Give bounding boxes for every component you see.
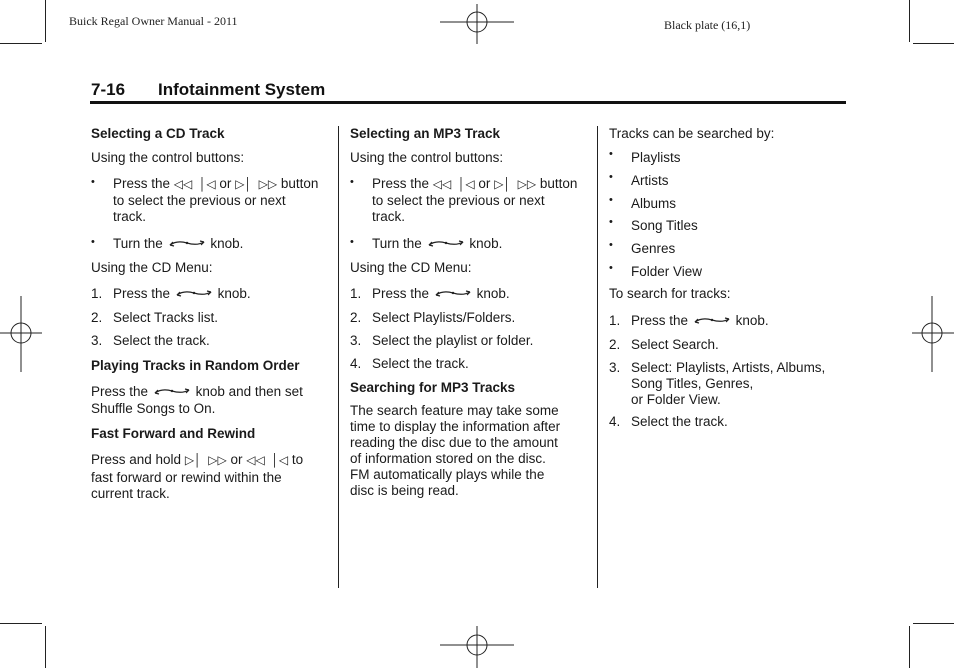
bullet-text: Artists — [631, 173, 669, 188]
crop-mark — [0, 623, 42, 624]
list-item — [91, 310, 331, 326]
paragraph: Using the control buttons: — [91, 150, 245, 165]
step-number: 3. — [609, 360, 621, 375]
step-text: knob. — [476, 286, 510, 301]
list-item — [91, 284, 331, 304]
paragraph-text: FM automatically plays while the — [350, 467, 545, 482]
step-text: Select Search. — [631, 337, 719, 352]
bullet-item — [609, 239, 849, 255]
bullet-text: track. — [113, 209, 147, 224]
list-item — [350, 333, 590, 349]
step-text: Press the — [113, 286, 171, 301]
list-item — [350, 356, 590, 372]
column-1 — [91, 126, 331, 506]
step-number: 1. — [91, 286, 103, 301]
bullet-text: knob. — [469, 236, 503, 251]
paragraph-text: time to display the information after — [350, 419, 561, 434]
step-text: Select the track. — [631, 414, 728, 429]
seek-back-icon: ◁◁ │◁ — [432, 177, 475, 191]
paragraph-text: reading the disc due to the amount — [350, 435, 558, 450]
bullet-item — [609, 148, 849, 164]
step-text: knob. — [217, 286, 251, 301]
bullet-text: Folder View — [631, 264, 703, 279]
running-header-right: Black plate (16,1) — [664, 18, 751, 32]
paragraph — [91, 384, 331, 400]
crop-mark — [909, 0, 910, 42]
paragraph-text: of information stored on the disc. — [350, 451, 546, 466]
step-text: Select the track. — [113, 333, 210, 348]
column-3 — [609, 126, 849, 446]
bullet-text: Press the — [113, 176, 171, 191]
step-text: Select Playlists/Folders. — [372, 310, 516, 325]
paragraph-text: Press the — [91, 384, 149, 399]
paragraph-text: Press and hold — [91, 452, 182, 467]
list-item — [609, 414, 849, 430]
step-number: 3. — [350, 333, 362, 348]
step-text: Press the — [372, 286, 430, 301]
list-item — [91, 333, 331, 349]
crop-mark — [909, 626, 910, 668]
bullet-text: or — [478, 176, 491, 191]
paragraph-text: The search feature may take some — [350, 403, 559, 418]
bullet-text: Turn the — [372, 236, 422, 251]
seek-forward-icon: ▷│ ▷▷ — [235, 177, 278, 191]
bullet-item — [609, 262, 849, 278]
step-text: Select the playlist or folder. — [372, 333, 534, 348]
bullet-text: Turn the — [113, 236, 163, 251]
bullet-item — [350, 234, 590, 254]
step-text: knob. — [735, 313, 769, 328]
bullet-text: Genres — [631, 241, 676, 256]
bullet-icon: • — [609, 148, 613, 160]
step-number: 4. — [350, 356, 362, 371]
section-title: Infotainment System — [158, 80, 326, 99]
seek-forward-icon: ▷│ ▷▷ — [494, 177, 537, 191]
list-item — [350, 310, 590, 326]
bullet-icon: • — [350, 176, 354, 188]
bullet-icon: • — [609, 171, 613, 183]
column-divider — [338, 126, 339, 588]
registration-mark-icon — [440, 626, 514, 668]
crop-mark — [45, 626, 46, 668]
section-heading — [91, 80, 325, 100]
tune-knob-icon — [152, 387, 192, 397]
seek-back-icon: ◁◁ │◁ — [173, 177, 216, 191]
crop-mark — [0, 43, 42, 44]
bullet-icon: • — [609, 239, 613, 251]
step-number: 2. — [609, 337, 621, 352]
bullet-icon: • — [91, 236, 95, 248]
paragraph: To search for tracks: — [609, 286, 731, 301]
bullet-item — [91, 234, 331, 254]
column-2 — [350, 126, 590, 506]
crop-mark — [45, 0, 46, 42]
bullet-item — [609, 194, 849, 210]
paragraph: Using the control buttons: — [350, 150, 504, 165]
list-item — [609, 360, 849, 408]
paragraph: Tracks can be searched by: — [609, 126, 775, 141]
registration-mark-icon — [912, 296, 954, 372]
tune-knob-icon — [433, 289, 473, 299]
subheading: Playing Tracks in Random Order — [91, 358, 300, 373]
registration-mark-icon — [440, 4, 514, 44]
step-text: Select: Playlists, Artists, Albums, — [631, 360, 826, 375]
list-item — [350, 284, 590, 304]
bullet-item — [609, 171, 849, 187]
tune-knob-icon — [692, 316, 732, 326]
bullet-text: track. — [372, 209, 406, 224]
bullet-icon: • — [609, 262, 613, 274]
section-rule — [90, 101, 846, 104]
bullet-text: knob. — [210, 236, 244, 251]
step-number: 1. — [609, 313, 621, 328]
tune-knob-icon — [174, 289, 214, 299]
paragraph: Using the CD Menu: — [91, 260, 213, 275]
bullet-text: Press the — [372, 176, 430, 191]
bullet-item — [609, 216, 849, 232]
step-text: or Folder View. — [631, 392, 721, 407]
bullet-icon: • — [350, 236, 354, 248]
paragraph: Using the CD Menu: — [350, 260, 472, 275]
paragraph-text: disc is being read. — [350, 483, 459, 498]
bullet-text: to select the previous or next — [113, 193, 286, 208]
paragraph-text: to — [291, 452, 304, 467]
step-text: Select the track. — [372, 356, 469, 371]
bullet-text: button — [539, 176, 578, 191]
paragraph-text: knob and then set — [195, 384, 303, 399]
tune-knob-icon — [426, 239, 466, 249]
seek-forward-icon: ▷│ ▷▷ — [184, 453, 227, 467]
tune-knob-icon — [167, 239, 207, 249]
crop-mark — [913, 623, 954, 624]
paragraph-text: current track. — [91, 486, 170, 501]
subheading: Selecting an MP3 Track — [350, 126, 501, 141]
registration-mark-icon — [0, 296, 42, 372]
section-number: 7-16 — [91, 80, 126, 99]
crop-mark — [913, 43, 954, 44]
bullet-text: Playlists — [631, 150, 681, 165]
bullet-icon: • — [91, 176, 95, 188]
subheading: Selecting a CD Track — [91, 126, 225, 141]
bullet-item — [350, 174, 590, 226]
running-header-left: Buick Regal Owner Manual - 2011 — [69, 14, 238, 28]
paragraph — [91, 452, 331, 468]
step-text: Select Tracks list. — [113, 310, 219, 325]
paragraph-text: Shuffle Songs to On. — [91, 401, 216, 416]
step-number: 1. — [350, 286, 362, 301]
seek-back-icon: ◁◁ │◁ — [246, 453, 289, 467]
subheading: Fast Forward and Rewind — [91, 426, 256, 441]
bullet-item — [91, 174, 331, 226]
list-item — [609, 311, 849, 331]
column-divider — [597, 126, 598, 588]
bullet-icon: • — [609, 216, 613, 228]
bullet-icon: • — [609, 194, 613, 206]
paragraph-text: fast forward or rewind within the — [91, 470, 282, 485]
bullet-text: Song Titles — [631, 218, 698, 233]
step-number: 2. — [91, 310, 103, 325]
step-text: Song Titles, Genres, — [631, 376, 754, 391]
list-item — [609, 337, 849, 353]
bullet-text: button — [280, 176, 319, 191]
subheading: Searching for MP3 Tracks — [350, 380, 516, 395]
paragraph-text: or — [230, 452, 243, 467]
step-number: 3. — [91, 333, 103, 348]
step-number: 4. — [609, 414, 621, 429]
step-text: Press the — [631, 313, 689, 328]
bullet-text: Albums — [631, 196, 677, 211]
step-number: 2. — [350, 310, 362, 325]
bullet-text: or — [219, 176, 232, 191]
bullet-text: to select the previous or next — [372, 193, 545, 208]
